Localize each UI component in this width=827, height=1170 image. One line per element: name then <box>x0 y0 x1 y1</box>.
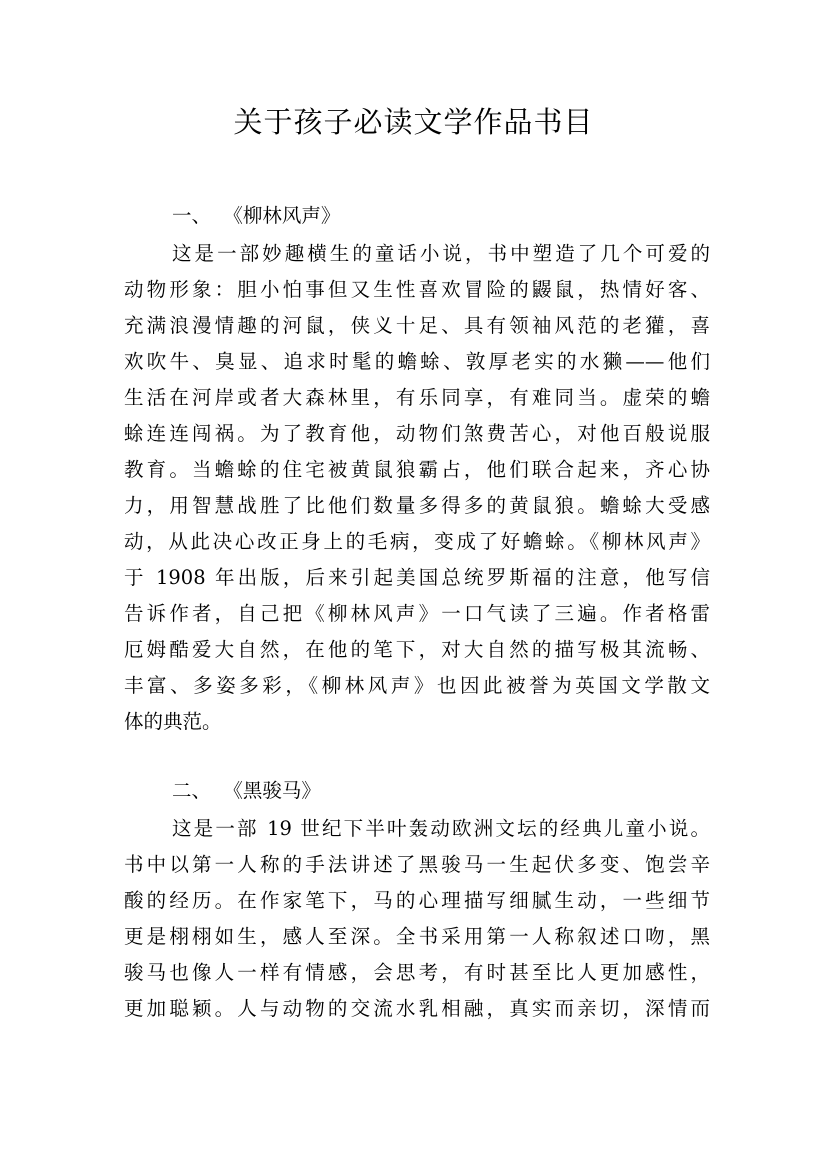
paragraph-line: 这是一部妙趣横生的童话小说，书中塑造了几个可爱的 <box>172 242 710 265</box>
paragraph-line: 厄姆酷爱大自然，在他的笔下，对大自然的描写极其流畅、 <box>124 638 710 661</box>
paragraph-line: 更是栩栩如生，感人至深。全书采用第一人称叙述口吻，黑 <box>124 925 710 948</box>
page-title: 关于孩子必读文学作品书目 <box>233 105 594 139</box>
paragraph-line: 于 1908 年出版，后来引起美国总统罗斯福的注意，他写信 <box>124 566 710 589</box>
paragraph-line: 丰富、多姿多彩，《柳林风声》也因此被誉为英国文学散文 <box>124 674 710 697</box>
paragraph-line: 体的典范。 <box>124 710 222 733</box>
paragraph-line: 教育。当蟾蜍的住宅被黄鼠狼霸占，他们联合起来，齐心协 <box>124 458 710 481</box>
paragraph-line: 蜍连连闯祸。为了教育他，动物们煞费苦心，对他百般说服 <box>124 422 710 445</box>
paragraph-line: 动物形象：胆小怕事但又生性喜欢冒险的鼹鼠，热情好客、 <box>124 278 710 301</box>
paragraph-line: 告诉作者，自己把《柳林风声》一口气读了三遍。作者格雷 <box>124 602 710 625</box>
paragraph-line: 欢吹牛、臭显、追求时髦的蟾蜍、敦厚老实的水獭——他们 <box>124 350 710 373</box>
paragraph-line: 更加聪颖。人与动物的交流水乳相融，真实而亲切，深情而 <box>124 997 710 1020</box>
paragraph-line: 书中以第一人称的手法讲述了黑骏马一生起伏多变、饱尝辛 <box>124 853 710 876</box>
paragraph-line: 生活在河岸或者大森林里，有乐同享，有难同当。虚荣的蟾 <box>124 386 710 409</box>
paragraph-line: 这是一部 19 世纪下半叶轰动欧洲文坛的经典儿童小说。 <box>172 817 710 840</box>
paragraph-line: 充满浪漫情趣的河鼠，侠义十足、具有领袖风范的老獾，喜 <box>124 314 710 337</box>
paragraph-line: 力，用智慧战胜了比他们数量多得多的黄鼠狼。蟾蜍大受感 <box>124 494 710 517</box>
paragraph-line: 动，从此决心改正身上的毛病，变成了好蟾蜍。《柳林风声》 <box>124 530 710 553</box>
paragraph-line: 酸的经历。在作家笔下，马的心理描写细腻生动，一些细节 <box>124 889 710 912</box>
section-heading-2: 二、 《黑骏马》 <box>172 779 321 802</box>
paragraph-line: 骏马也像人一样有情感，会思考，有时甚至比人更加感性， <box>124 961 710 984</box>
section-heading-1: 一、 《柳林风声》 <box>172 204 341 227</box>
